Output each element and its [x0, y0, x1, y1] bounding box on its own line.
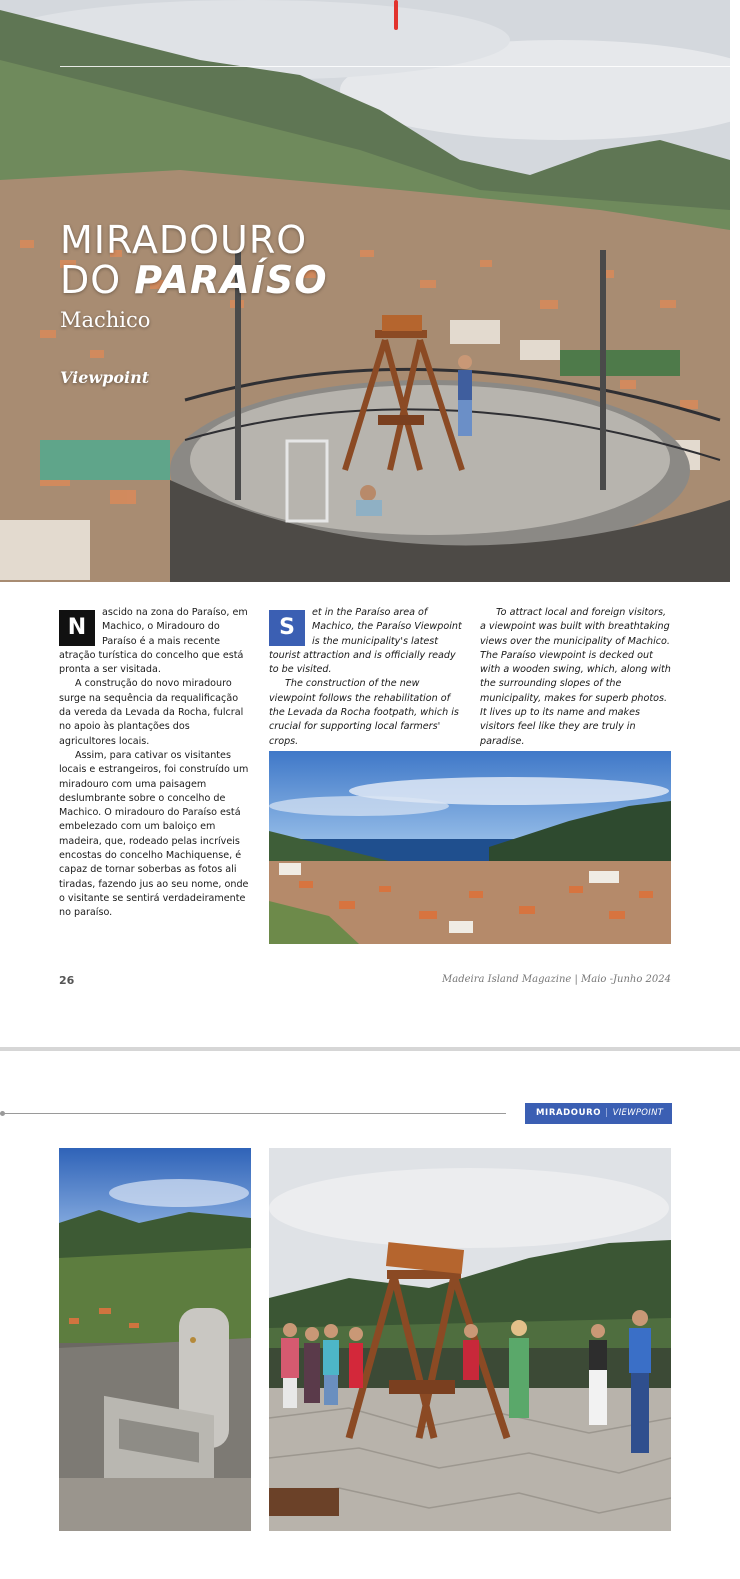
swing-photo	[269, 1148, 671, 1531]
hero-red-tick	[394, 0, 398, 30]
article-kicker: Viewpoint	[60, 368, 150, 387]
column-english-1	[269, 606, 465, 749]
title-line-2-light: DO	[60, 258, 135, 302]
hero-photo	[0, 0, 730, 582]
article-title	[60, 220, 328, 300]
swing-scene	[269, 1148, 671, 1531]
en-paragraph-3: To attract local and foreign visitors, a viewpoint was built with breathtaking views over the municipality of Machico. The Paraíso viewpoint is decked out with a wooden swing, which, along with the surrounding slopes of the municipality, makes for superb photos. It lives up to its name and makes visitors feel like they are truly in paradise.	[480, 607, 671, 747]
en-paragraph-2: The construction of the new viewpoint follows the rehabilitation of the Levada da Rocha footpath, which is crucial for supporting local farmers' crops.	[269, 678, 459, 747]
title-line-1: MIRADOURO	[60, 218, 308, 262]
column-portuguese	[59, 606, 249, 921]
fountain-photo	[59, 1148, 251, 1531]
pt-paragraph-1: ascido na zona do Paraíso, em Machico, o Miradouro do Paraíso é a mais recente atração turística do concelho que está pronta a ser visitada.	[59, 607, 248, 676]
page-number: 26	[59, 974, 75, 987]
bay-landscape	[269, 751, 671, 944]
header-rule	[0, 1113, 506, 1114]
en-paragraph-1: et in the Paraíso area of Machico, the Paraíso Viewpoint is the municipality's latest tourist attraction and is officially ready to be visited.	[269, 607, 462, 676]
article-subtitle: Machico	[60, 308, 151, 332]
column-english-2	[480, 606, 673, 749]
bay-photo	[269, 751, 671, 944]
page-divider	[0, 1047, 740, 1051]
hero-top-rule	[60, 66, 730, 67]
section-tag-separator: |	[605, 1108, 609, 1118]
magazine-credit: Madeira Island Magazine | Maio -Junho 2024	[442, 974, 671, 985]
fountain-scene	[59, 1148, 251, 1531]
section-tag-pt: MIRADOURO	[536, 1108, 602, 1118]
section-tag	[525, 1103, 672, 1124]
dropcap-en: S	[269, 610, 305, 646]
pt-paragraph-2: A construção do novo miradouro surge na sequência da requalificação da vereda da Levada da Rocha, fulcral no apoio às plantações dos agricultores locais.	[59, 678, 244, 747]
section-tag-en: VIEWPOINT	[612, 1108, 664, 1118]
dropcap-pt: N	[59, 610, 95, 646]
title-line-2-bold: PARAÍSO	[134, 258, 328, 302]
pt-paragraph-3: Assim, para cativar os visitantes locais e estrangeiros, foi construído um miradouro com uma paisagem deslumbrante sobre o concelho de Machico. O miradouro do Paraíso está embelezado com um baloiço em madeira, que, rodeado pelas incríveis encostas do concelho Machiquense, é capaz de tornar soberbas as fotos ali tiradas, fazendo jus ao seu nome, onde o visitante se sentirá verdadeiramente no paraíso.	[59, 749, 249, 919]
